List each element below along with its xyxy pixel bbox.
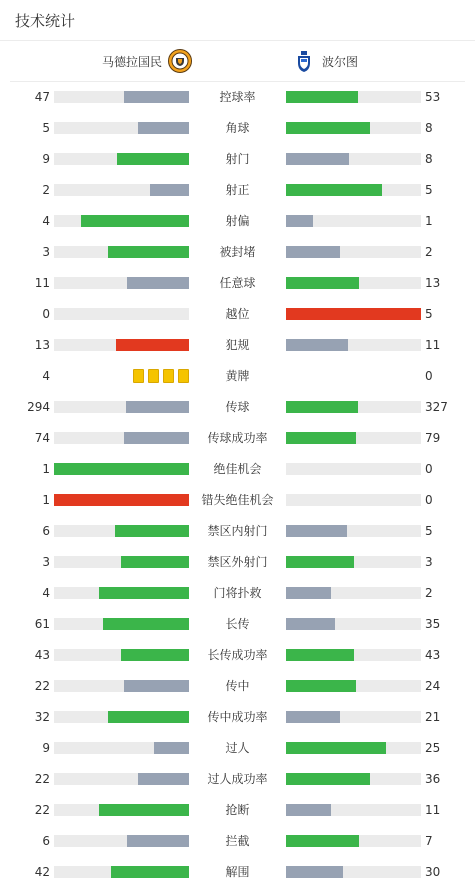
home-stat-value: 13 (34, 338, 50, 352)
away-stat-value: 53 (425, 90, 441, 104)
away-stat-value: 327 (425, 400, 448, 414)
stat-row (0, 113, 475, 144)
stat-row (0, 423, 475, 454)
yellow-card-icon (178, 369, 189, 383)
away-stat-value: 2 (425, 586, 433, 600)
stat-label: 绝佳机会 (213, 462, 262, 476)
home-stat-bar (54, 711, 189, 723)
home-stat-value: 1 (42, 462, 50, 476)
away-stat-bar-fill (286, 308, 421, 320)
stat-label: 犯规 (225, 338, 250, 352)
away-stat-bar (286, 742, 421, 754)
away-stat-value: 21 (425, 710, 441, 724)
away-stat-bar-fill (286, 556, 354, 568)
away-stat-bar-fill (286, 618, 335, 630)
away-stat-bar (286, 122, 421, 134)
home-stat-bar (54, 618, 189, 630)
away-stat-value: 5 (425, 307, 433, 321)
home-stat-bar-fill (108, 246, 189, 258)
away-stat-value: 0 (425, 369, 433, 383)
home-stat-value: 22 (34, 803, 50, 817)
stat-row (0, 578, 475, 609)
away-stat-bar (286, 587, 421, 599)
home-stat-value: 4 (42, 214, 50, 228)
home-stat-bar (54, 835, 189, 847)
home-stat-bar-fill (115, 525, 189, 537)
home-stat-value: 1 (42, 493, 50, 507)
away-stat-bar-fill (286, 401, 358, 413)
home-stat-bar (54, 184, 189, 196)
away-stat-value: 25 (425, 741, 441, 755)
away-stat-bar-fill (286, 122, 370, 134)
away-team[interactable] (292, 41, 358, 81)
away-stat-value: 13 (425, 276, 441, 290)
stat-row (0, 454, 475, 485)
away-stat-bar-fill (286, 153, 349, 165)
away-stat-value: 8 (425, 121, 433, 135)
stat-label: 控球率 (219, 90, 256, 104)
away-stat-value: 5 (425, 524, 433, 538)
home-stat-bar-fill (124, 680, 189, 692)
away-stat-bar-fill (286, 649, 354, 661)
home-stat-value: 3 (42, 555, 50, 569)
home-stat-bar-fill (154, 742, 189, 754)
home-stat-bar-fill (117, 153, 189, 165)
away-stat-bar (286, 91, 421, 103)
home-stat-bar (54, 866, 189, 878)
stat-label: 错失绝佳机会 (201, 493, 274, 507)
away-team-logo-icon (292, 49, 316, 73)
home-stat-bar-fill (54, 494, 189, 506)
stat-row (0, 702, 475, 733)
home-stat-value: 74 (34, 431, 50, 445)
away-stat-value: 79 (425, 431, 441, 445)
home-stat-bar (54, 494, 189, 506)
away-stat-bar (286, 773, 421, 785)
away-stat-bar (286, 432, 421, 444)
home-stat-bar-fill (127, 835, 189, 847)
home-stat-bar (54, 91, 189, 103)
yellow-card-icon (148, 369, 159, 383)
home-stat-bar (54, 804, 189, 816)
away-stat-value: 1 (425, 214, 433, 228)
home-stat-value: 42 (34, 865, 50, 879)
away-stat-bar-fill (286, 587, 331, 599)
away-stat-bar-fill (286, 680, 356, 692)
home-stat-value: 43 (34, 648, 50, 662)
home-stat-bar-fill (54, 463, 189, 475)
away-stat-bar (286, 804, 421, 816)
home-stat-value: 2 (42, 183, 50, 197)
stat-row (0, 547, 475, 578)
home-stat-value: 47 (34, 90, 50, 104)
home-stat-bar-fill (99, 587, 189, 599)
stat-row (0, 268, 475, 299)
home-stat-bar-fill (124, 91, 189, 103)
away-stat-bar-fill (286, 525, 347, 537)
home-stat-value: 22 (34, 772, 50, 786)
stat-row (0, 733, 475, 764)
home-stat-bar-fill (138, 122, 189, 134)
stat-label: 传中成功率 (207, 710, 268, 724)
away-stat-bar (286, 680, 421, 692)
yellow-card-icon (133, 369, 144, 383)
home-stat-bar (54, 525, 189, 537)
away-stat-bar-fill (286, 339, 348, 351)
stat-label: 黄牌 (225, 369, 250, 383)
away-stat-value: 0 (425, 493, 433, 507)
stat-row (0, 795, 475, 826)
home-stat-bar-fill (108, 711, 189, 723)
stat-label: 被封堵 (219, 245, 256, 259)
stat-row (0, 175, 475, 206)
away-stat-bar (286, 153, 421, 165)
home-stat-bar (54, 277, 189, 289)
stat-row (0, 640, 475, 671)
away-stat-bar-fill (286, 277, 359, 289)
stat-label: 过人 (225, 741, 250, 755)
away-stat-value: 11 (425, 803, 441, 817)
home-stat-bar-fill (116, 339, 189, 351)
stat-label: 过人成功率 (207, 772, 268, 786)
home-team-name: 马德拉国民 (101, 54, 162, 69)
home-stat-bar (54, 587, 189, 599)
stat-label: 任意球 (219, 276, 256, 290)
away-stat-bar (286, 339, 421, 351)
stat-label: 传球 (225, 400, 250, 414)
away-stat-bar (286, 494, 421, 506)
home-stat-bar (54, 401, 189, 413)
away-stat-value: 5 (425, 183, 433, 197)
away-stat-bar-fill (286, 184, 382, 196)
away-stat-bar (286, 215, 421, 227)
away-stat-value: 8 (425, 152, 433, 166)
away-stat-bar (286, 184, 421, 196)
stat-row (0, 206, 475, 237)
stat-label: 长传 (225, 617, 250, 631)
stat-label: 拦截 (225, 834, 250, 848)
away-stat-bar (286, 401, 421, 413)
away-stat-bar-fill (286, 711, 340, 723)
stat-label: 长传成功率 (207, 648, 268, 662)
away-stat-bar (286, 308, 421, 320)
away-stat-bar-fill (286, 835, 359, 847)
stat-row (0, 237, 475, 268)
away-stat-value: 3 (425, 555, 433, 569)
home-stat-value: 6 (42, 834, 50, 848)
home-stat-bar-fill (126, 401, 189, 413)
home-stat-bar-fill (99, 804, 189, 816)
away-stat-bar (286, 835, 421, 847)
home-stat-bar (54, 463, 189, 475)
stat-label: 射正 (225, 183, 250, 197)
stat-row (0, 361, 475, 392)
away-stat-value: 0 (425, 462, 433, 476)
stat-label: 射偏 (225, 214, 250, 228)
away-stat-bar-fill (286, 91, 358, 103)
away-stat-value: 11 (425, 338, 441, 352)
home-stat-value: 32 (34, 710, 50, 724)
stat-label: 禁区外射门 (207, 555, 268, 569)
home-stat-bar (54, 556, 189, 568)
home-yellow-cards (133, 369, 189, 383)
away-stat-bar-fill (286, 742, 386, 754)
away-stat-bar (286, 277, 421, 289)
home-stat-value: 6 (42, 524, 50, 538)
home-team[interactable] (102, 41, 192, 81)
home-stat-value: 9 (42, 152, 50, 166)
home-stat-bar (54, 432, 189, 444)
home-stat-bar-fill (121, 556, 189, 568)
stat-row (0, 392, 475, 423)
home-stat-bar (54, 246, 189, 258)
home-stat-bar (54, 680, 189, 692)
away-stat-bar (286, 711, 421, 723)
stat-row (0, 857, 475, 888)
away-stat-value: 43 (425, 648, 441, 662)
away-stat-bar (286, 866, 421, 878)
home-stat-bar-fill (111, 866, 189, 878)
stat-label: 门将扑救 (213, 586, 262, 600)
away-stat-bar (286, 556, 421, 568)
teams-header (10, 41, 465, 82)
away-stat-bar-fill (286, 866, 343, 878)
home-stat-bar (54, 773, 189, 785)
away-stat-value: 36 (425, 772, 441, 786)
home-stat-value: 0 (42, 307, 50, 321)
away-stat-bar (286, 649, 421, 661)
home-stat-bar-fill (138, 773, 189, 785)
home-stat-bar-fill (103, 618, 189, 630)
away-stat-bar (286, 618, 421, 630)
home-stat-value: 4 (42, 369, 50, 383)
away-team-name: 波尔图 (322, 54, 359, 69)
home-stat-bar (54, 153, 189, 165)
away-stat-bar (286, 463, 421, 475)
home-stat-value: 5 (42, 121, 50, 135)
stat-row (0, 330, 475, 361)
home-stat-value: 11 (34, 276, 50, 290)
home-stat-bar-fill (121, 649, 189, 661)
stat-row (0, 516, 475, 547)
away-stat-bar (286, 246, 421, 258)
stat-row (0, 299, 475, 330)
stat-label: 传球成功率 (207, 431, 268, 445)
title-bar (0, 0, 475, 41)
home-stat-bar-fill (127, 277, 189, 289)
away-stat-value: 24 (425, 679, 441, 693)
away-stat-value: 2 (425, 245, 433, 259)
stat-label: 角球 (225, 121, 250, 135)
yellow-card-icon (163, 369, 174, 383)
away-stat-bar-fill (286, 773, 370, 785)
away-stat-bar-fill (286, 804, 331, 816)
home-stat-bar (54, 308, 189, 320)
stat-label: 抢断 (225, 803, 250, 817)
home-stat-bar-fill (150, 184, 189, 196)
stat-row (0, 764, 475, 795)
stat-row (0, 485, 475, 516)
home-stat-bar (54, 742, 189, 754)
away-stat-value: 7 (425, 834, 433, 848)
home-stat-bar-fill (124, 432, 189, 444)
stat-label: 传中 (225, 679, 250, 693)
away-stat-bar-fill (286, 246, 340, 258)
home-stat-bar (54, 649, 189, 661)
home-stat-value: 294 (27, 400, 50, 414)
stat-label: 解围 (225, 865, 250, 879)
stat-label: 射门 (225, 152, 250, 166)
away-stat-bar (286, 525, 421, 537)
home-stat-value: 4 (42, 586, 50, 600)
stat-label: 越位 (225, 307, 250, 321)
home-stat-value: 3 (42, 245, 50, 259)
away-stat-value: 30 (425, 865, 441, 879)
stat-row (0, 82, 475, 113)
page-title: 技术统计 (15, 11, 76, 30)
home-stat-bar-fill (81, 215, 189, 227)
stat-label: 禁区内射门 (207, 524, 268, 538)
away-stat-value: 35 (425, 617, 441, 631)
stat-row (0, 609, 475, 640)
stat-row (0, 144, 475, 175)
home-stat-value: 9 (42, 741, 50, 755)
home-stat-value: 22 (34, 679, 50, 693)
stat-row (0, 671, 475, 702)
home-stat-bar (54, 339, 189, 351)
away-stat-bar-fill (286, 215, 313, 227)
home-stat-bar (54, 122, 189, 134)
home-stat-value: 61 (34, 617, 50, 631)
stat-row (0, 826, 475, 857)
home-team-logo-icon (168, 49, 192, 73)
away-stat-bar-fill (286, 432, 356, 444)
home-stat-bar (54, 215, 189, 227)
